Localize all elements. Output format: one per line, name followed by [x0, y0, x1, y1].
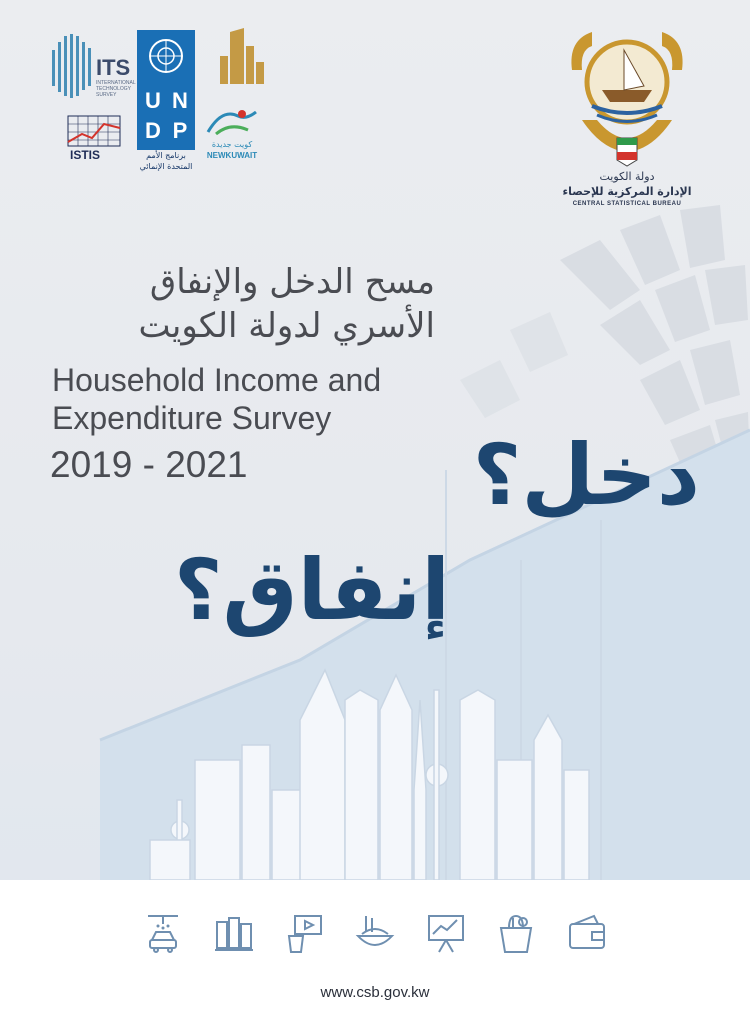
un-emblem-icon	[142, 34, 190, 78]
new-kuwait-arabic: كويت جديدة	[211, 140, 253, 149]
undp-letter-n: N	[172, 88, 188, 113]
undp-arabic-line1: برنامج الأمم	[146, 151, 186, 160]
presentation-icon	[423, 910, 469, 956]
csb-english-name: CENTRAL STATISTICAL BUREAU	[572, 201, 682, 207]
food-icon	[352, 910, 398, 956]
books-icon	[211, 910, 257, 956]
istis-logo-text: ISTIS	[70, 148, 101, 162]
undp-letter-u: U	[145, 88, 161, 113]
wallet-icon	[564, 910, 610, 956]
media-icon	[281, 910, 327, 956]
english-title-line2: Expenditure Survey	[52, 400, 332, 436]
amana-logo-graphic	[200, 26, 276, 86]
arabic-title-line2: الأسري لدولة الكويت	[138, 306, 435, 346]
its-logo-text: ITS	[96, 55, 131, 80]
csb-arabic-country: دولة الكويت	[599, 170, 655, 183]
new-kuwait-english: NEWKUWAIT	[206, 151, 258, 160]
headline-income: دخل؟	[472, 426, 700, 524]
new-kuwait-logo-graphic	[202, 104, 262, 138]
arabic-title-line1: مسح الدخل والإنفاق	[149, 262, 435, 302]
survey-years: 2019 - 2021	[50, 444, 248, 485]
english-title-line1: Household Income and	[52, 362, 382, 398]
undp-arabic-line2: المتحدة الإنمائي	[139, 162, 193, 171]
undp-arabic-name	[131, 150, 201, 172]
undp-letter-d: D	[145, 118, 161, 143]
car-wash-icon	[140, 910, 186, 956]
website-url[interactable]: www.csb.gov.kw	[320, 984, 430, 1001]
csb-arabic-name: الإدارة المركزية للإحصاء	[562, 185, 692, 198]
undp-letter-p: P	[172, 118, 188, 143]
category-icons-row	[140, 910, 610, 966]
its-logo-subtitle: INTERNATIONAL TECHNOLOGY SURVEY	[96, 80, 136, 98]
kuwait-emblem-icon	[562, 20, 692, 170]
groceries-icon	[493, 910, 539, 956]
headline-expenditure: إنفاق؟	[173, 541, 450, 639]
